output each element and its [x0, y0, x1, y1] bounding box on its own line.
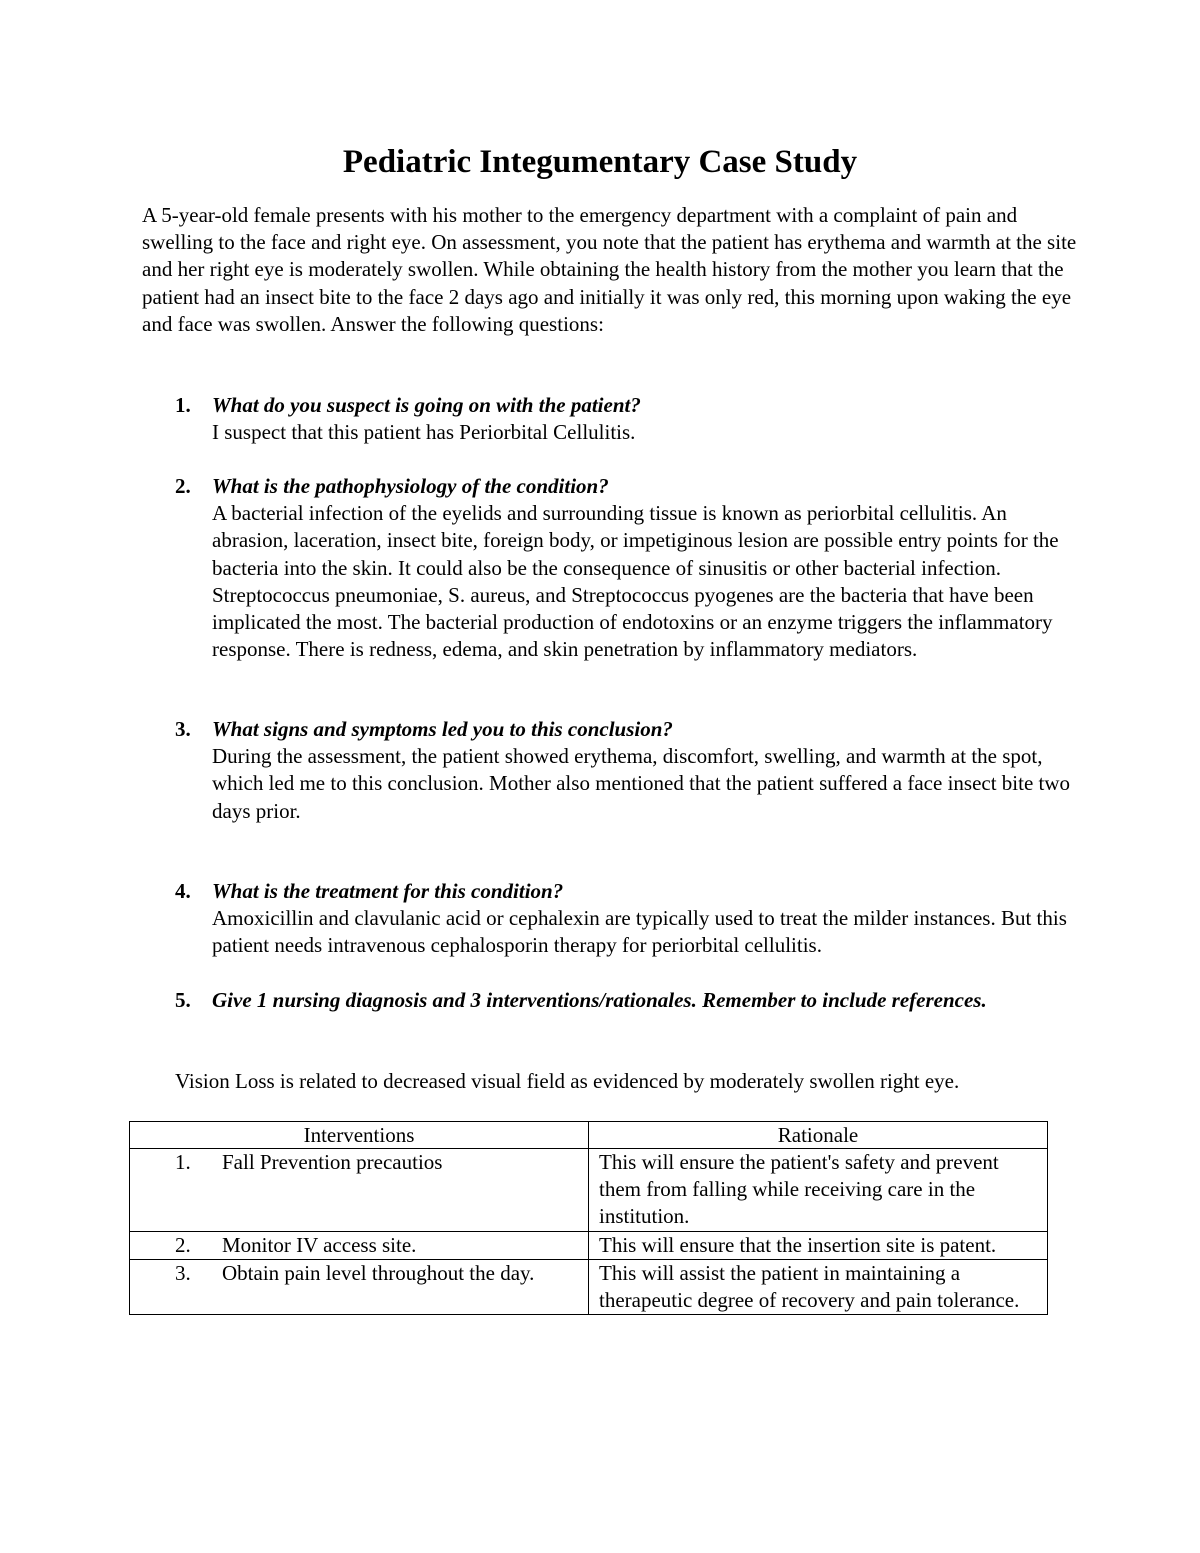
question-5-text: Give 1 nursing diagnosis and 3 interventions/rationales. Remember to include references. [212, 988, 987, 1012]
question-1-text: What do you suspect is going on with the patient? [212, 393, 641, 417]
table-row [130, 1259, 1048, 1314]
rationale-cell: This will ensure the patient's safety and prevent them from falling while receiving care in the institution. [589, 1149, 1048, 1232]
intervention-text: Monitor IV access site. [222, 1232, 417, 1257]
intervention-text: Fall Prevention precautios [222, 1150, 443, 1174]
intervention-number: 3. [175, 1260, 191, 1285]
question-3-text: What signs and symptoms led you to this conclusion? [212, 717, 673, 741]
question-3-answer: During the assessment, the patient showed erythema, discomfort, swelling, and warmth at the spot, which led me to this conclusion. Mother also mentioned that the patient suffered a face insect bite two days prior. [212, 744, 1071, 823]
question-2 [175, 473, 1075, 663]
question-4 [175, 878, 1075, 960]
rationale-cell: This will assist the patient in maintaining a therapeutic degree of recovery and pain tolerance. [589, 1259, 1048, 1314]
question-5 [175, 987, 1075, 1014]
question-2-heading [175, 473, 1075, 500]
intervention-cell [130, 1259, 589, 1314]
question-5-heading [175, 987, 1075, 1014]
intervention-number: 2. [175, 1232, 191, 1257]
question-4-heading [175, 878, 1075, 905]
table-header-row [130, 1122, 1048, 1149]
question-1-heading [175, 392, 1075, 419]
question-4-number: 4. [175, 879, 191, 903]
question-1-answer: I suspect that this patient has Periorbital Cellulitis. [212, 420, 636, 445]
table-header-interventions: Interventions [130, 1122, 589, 1149]
case-intro-paragraph: A 5-year-old female presents with his mother to the emergency department with a complaint of pain and swelling to the face and right eye. On assessment, you note that the patient has erythema and warmth at the site and her right eye is moderately swollen. While obtaining the health history from the mother you learn that the patient had an insect bite to the face 2 days ago and initially it was only red, this morning upon waking the eye and face was swollen. Answer the following questions: [142, 203, 1077, 336]
question-3-number: 3. [175, 717, 191, 741]
intervention-cell [130, 1231, 589, 1259]
table-header-rationale: Rationale [589, 1122, 1048, 1149]
question-4-answer: Amoxicillin and clavulanic acid or cephalexin are typically used to treat the milder instances. But this patient needs intravenous cephalosporin therapy for periorbital cellulitis. [212, 906, 1067, 958]
question-4-text: What is the treatment for this condition? [212, 879, 564, 903]
question-1-number: 1. [175, 393, 191, 417]
interventions-table [129, 1121, 1048, 1315]
question-3 [175, 716, 1075, 825]
page-title: Pediatric Integumentary Case Study [342, 144, 858, 180]
intervention-number: 1. [175, 1150, 191, 1174]
question-2-text: What is the pathophysiology of the condition? [212, 474, 609, 498]
table-row [130, 1149, 1048, 1232]
question-1 [175, 392, 1075, 446]
nursing-diagnosis: Vision Loss is related to decreased visual field as evidenced by moderately swollen right eye. [175, 1069, 960, 1093]
table-row [130, 1231, 1048, 1259]
question-5-number: 5. [175, 988, 191, 1012]
intervention-text: Obtain pain level throughout the day. [222, 1260, 535, 1285]
intervention-cell [130, 1149, 589, 1232]
rationale-cell: This will ensure that the insertion site is patent. [589, 1231, 1048, 1259]
question-3-heading [175, 716, 1075, 743]
question-2-answer: A bacterial infection of the eyelids and surrounding tissue is known as periorbital cellulitis. An abrasion, laceration, insect bite, foreign body, or impetiginous lesion are possible entry points for the bacteria into the skin. It could also be the consequence of sinusitis or other bacterial infection. Streptococcus pneumoniae, S. aureus, and Streptococcus pyogenes are the bacteria that have been implicated the most. The bacterial production of endotoxins or an enzyme triggers the inflammatory response. There is redness, edema, and skin penetration by inflammatory mediators. [212, 501, 1059, 662]
question-2-number: 2. [175, 474, 191, 498]
